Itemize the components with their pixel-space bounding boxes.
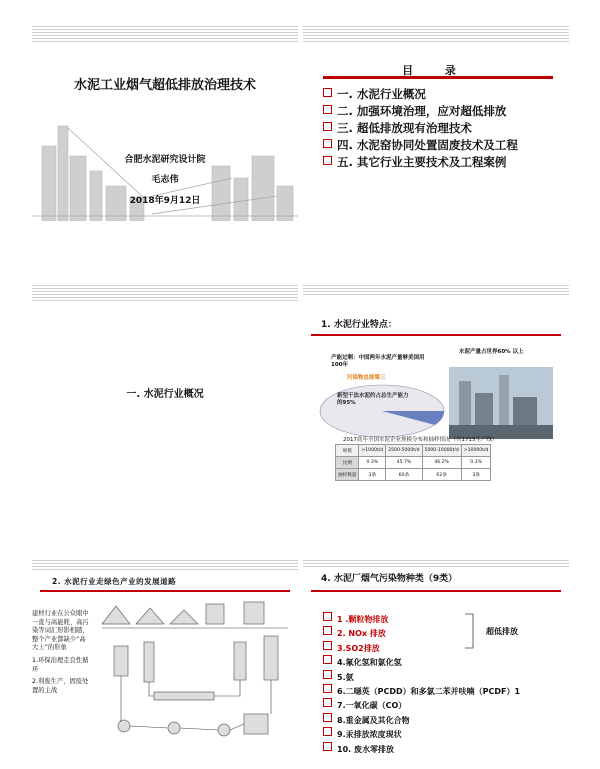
pie-chart-image — [317, 381, 447, 439]
list-item: 9.汞排放浓度现状 — [323, 727, 520, 741]
slide-body-text: 建材行业在公众眼中一直与高能耗、高污染等词汇形影相随，整个产业都缺少“高大上”的形象 1.环保治理走良性循环 2.利废生产，固废处置的主战 — [32, 610, 89, 694]
toc-title: 目 录 — [402, 64, 470, 77]
note-pollution-rank: 污染物总排第三 — [347, 375, 386, 381]
slide-heading: 4. 水泥厂烟气污染物种类（9类） — [321, 574, 458, 584]
checkbox-bullet-icon — [323, 655, 332, 664]
note-overcapacity: 产能过剩：中国两年水泥产量够美国用100年 — [331, 355, 425, 368]
checkbox-bullet-icon — [323, 122, 332, 131]
presentation-date: 2018年9月12日 — [129, 196, 201, 206]
toc-item[interactable]: 二. 加强环境治理，应对超低排放 — [323, 103, 518, 120]
table-header-row: 规模 >1000t/d 2500-5000t/d 5000-10000t/d >10000t/d — [336, 445, 491, 457]
bracket-label: 超低排放 — [486, 627, 518, 636]
header-stripes — [303, 560, 569, 568]
slide-cover — [32, 26, 298, 222]
list-item: 6.二噁英（PCDD）和多氯二苯并呋喃（PCDF）1 — [323, 684, 520, 698]
list-item: 8.重金属及其化合物 — [323, 713, 520, 727]
checkbox-bullet-icon — [323, 670, 332, 679]
presentation-title: 水泥工业烟气超低排放治理技术 — [73, 78, 256, 93]
enterprise-scale-table — [335, 444, 491, 481]
pie-label: 新型干法水泥约占总生产能力的95% — [337, 393, 409, 406]
checkbox-bullet-icon — [323, 684, 332, 693]
checkbox-bullet-icon — [323, 742, 332, 751]
checkbox-bullet-icon — [323, 641, 332, 650]
process-flow-diagram — [94, 596, 294, 754]
list-item: 1 .颗粒物排放 — [323, 612, 520, 626]
slide-section-1 — [32, 285, 298, 481]
heading-underline — [311, 334, 561, 336]
author-name: 毛志伟 — [151, 175, 179, 185]
header-stripes — [32, 560, 298, 570]
checkbox-bullet-icon — [323, 88, 332, 97]
list-item: 2. NOx 排放 — [323, 626, 520, 640]
list-item: 4.氟化氢和氯化氢 — [323, 655, 520, 669]
table-row: 抽样数量 3条 60条 62条 3条 — [336, 469, 491, 481]
slide-pollutant-types — [303, 560, 569, 756]
checkbox-bullet-icon — [323, 698, 332, 707]
checkbox-bullet-icon — [323, 105, 332, 114]
toc-item[interactable]: 一. 水泥行业概况 — [323, 86, 518, 103]
organization-name: 合肥水泥研究设计院 — [124, 155, 206, 165]
list-item: 3.SO2排放 — [323, 641, 520, 655]
list-item: 5.氨 — [323, 670, 520, 684]
toc-item[interactable]: 五. 其它行业主要技术及工程案例 — [323, 154, 518, 171]
header-stripes — [303, 285, 569, 297]
checkbox-bullet-icon — [323, 139, 332, 148]
bracket-icon — [463, 612, 483, 650]
header-stripes — [32, 285, 298, 301]
toc-item[interactable]: 三. 超低排放现有治理技术 — [323, 120, 518, 137]
toc-list — [323, 86, 518, 171]
checkbox-bullet-icon — [323, 156, 332, 165]
checkbox-bullet-icon — [323, 612, 332, 621]
list-item: 10. 废水零排放 — [323, 742, 520, 756]
checkbox-bullet-icon — [323, 713, 332, 722]
note-world-share: 水泥产量占世界60% 以上 — [459, 349, 524, 355]
slide-heading: 2. 水泥行业走绿色产业的发展道路 — [52, 577, 177, 586]
table-row: 比例 0.3% 45.7% 46.2% 0.3% — [336, 457, 491, 469]
section-title: 一. 水泥行业概况 — [126, 389, 204, 400]
header-stripes — [32, 26, 298, 42]
toc-item[interactable]: 四. 水泥窑协同处置固废技术及工程 — [323, 137, 518, 154]
list-item: 7.一氧化碳（CO） — [323, 698, 520, 712]
plant-photo — [449, 367, 553, 439]
slide-contents — [303, 26, 569, 222]
slide-heading: 1. 水泥行业特点： — [321, 320, 397, 330]
slide-green-development — [32, 560, 298, 756]
slide-industry-features — [303, 285, 569, 481]
header-stripes — [303, 26, 569, 42]
table-title: 2017底年全国水泥企业规模分布和抽样情况（共1715生产线） — [343, 437, 498, 443]
checkbox-bullet-icon — [323, 727, 332, 736]
heading-underline — [40, 590, 290, 592]
checkbox-bullet-icon — [323, 626, 332, 635]
heading-underline — [311, 590, 561, 592]
